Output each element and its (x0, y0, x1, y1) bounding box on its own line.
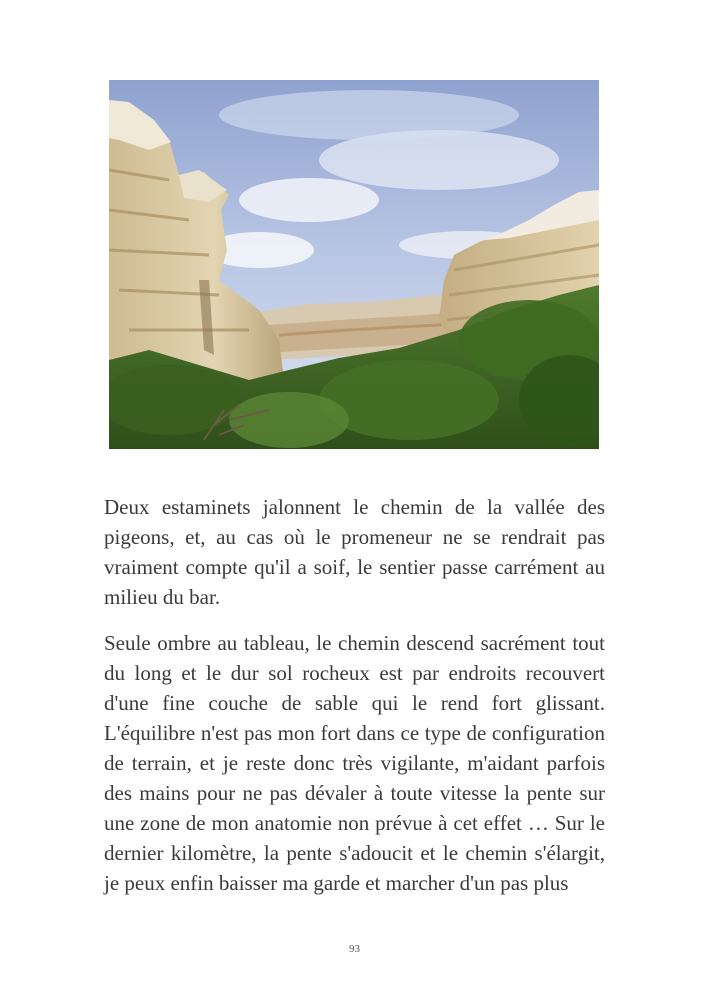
page-number: 93 (349, 943, 360, 955)
paragraph-1: Deux estaminets jalonnent le chemin de la vallée des pigeons, et, au cas où le promeneur ne se rendrait pas vraiment compte qu'il a soif, le sentier passe carrément au milieu du bar. (104, 495, 605, 609)
paragraph-2: Seule ombre au tableau, le chemin descend sacrément tout du long et le dur sol rocheux est par endroits recouvert d'une fine couche de sable qui le rend fort glissant. L'équilibre n'est pas mon fort dans ce type de configuration de terrain, et je reste donc très vigilante, m'aidant parfois des mains pour ne pas dévaler à toute vitesse la pente sur une zone de mon anatomie non prévue à cet effet … Sur le dernier kilomètre, la pente s'adoucit et le chemin s'élargit, je peux enfin baisser ma garde et marcher d'un pas plus (104, 631, 605, 895)
valley-photo (109, 80, 599, 449)
